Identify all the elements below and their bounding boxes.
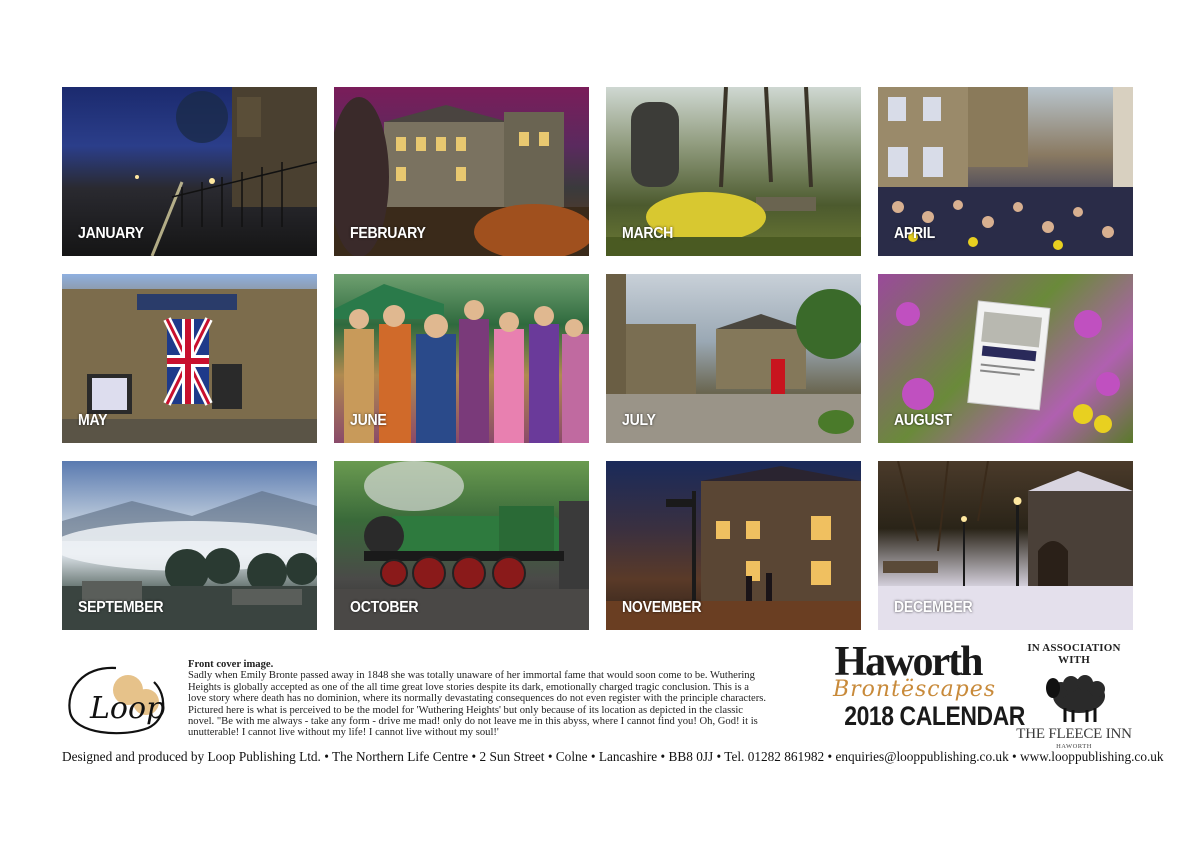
photo-july (606, 274, 861, 443)
month-label: FEBRUARY (350, 225, 426, 242)
month-label: SEPTEMBER (78, 599, 164, 616)
photo-february (334, 87, 589, 256)
brand-title: Haworth (834, 639, 982, 685)
photo-january (62, 87, 317, 256)
photo-september (62, 461, 317, 630)
calendar-brand (833, 639, 1025, 731)
photo-april (878, 87, 1133, 256)
caption-title: Front cover image. (188, 659, 274, 670)
photo-june (334, 274, 589, 443)
month-label: MARCH (622, 225, 674, 242)
fleece-inn-location: HAWORTH (1056, 743, 1092, 750)
month-label: JUNE (350, 412, 387, 429)
loop-logo-text: Loop (90, 691, 166, 726)
month-label: JULY (622, 412, 656, 429)
photo-november (606, 461, 861, 630)
month-label: JANUARY (78, 225, 144, 242)
month-photo-grid (62, 87, 1133, 630)
photo-october (334, 461, 589, 630)
photo-august (878, 274, 1133, 443)
association-block (1010, 642, 1138, 750)
fleece-inn-name: THE FLEECE INN (1016, 726, 1132, 742)
brand-subtitle: Brontëscapes (833, 677, 997, 702)
photo-december (878, 461, 1133, 630)
loop-logo (62, 660, 170, 740)
publisher-footer: Designed and produced by Loop Publishing Ltd. • The Northern Life Centre • 2 Sun Street • Colne • Lancashire • BB8 0JJ • Tel. 01282 861982 • enquiries@looppublishing.co.uk • www.looppublishing.co.uk (62, 749, 1164, 764)
brand-calendar-year: 2018 CALENDAR (844, 701, 1025, 731)
association-label: IN ASSOCIATION WITH (1027, 642, 1121, 666)
photo-march (606, 87, 861, 256)
month-label: DECEMBER (894, 599, 973, 616)
month-label: NOVEMBER (622, 599, 702, 616)
loop-logo-graphic (62, 660, 170, 740)
photo-may (62, 274, 317, 443)
month-label: APRIL (894, 225, 935, 242)
month-label: MAY (78, 412, 108, 429)
sheep-icon (1039, 670, 1109, 724)
front-cover-caption (188, 659, 768, 739)
caption-body: Sadly when Emily Bronte passed away in 1848 she was totally unaware of her immortal fame that would soon come to be. Wuthering Heights is globally accepted as one of the all time great love stories despite its dark, emotionally charged tragic conclusion. This is a love story where death has no dominion, where its normally devastating consequences do not even register with the principle characters. Pictured here is what is perceived to be the model for 'Wuthering Heights' but only because of its location as depicted in the classic novel. "Be with me always - take any form - drive me mad! only do not leave me in this abyss, where I cannot find you! Oh, God! it is unutterable! I cannot live without my life! I cannot live without my soul!' (188, 670, 767, 739)
month-label: AUGUST (894, 412, 952, 429)
month-label: OCTOBER (350, 599, 419, 616)
